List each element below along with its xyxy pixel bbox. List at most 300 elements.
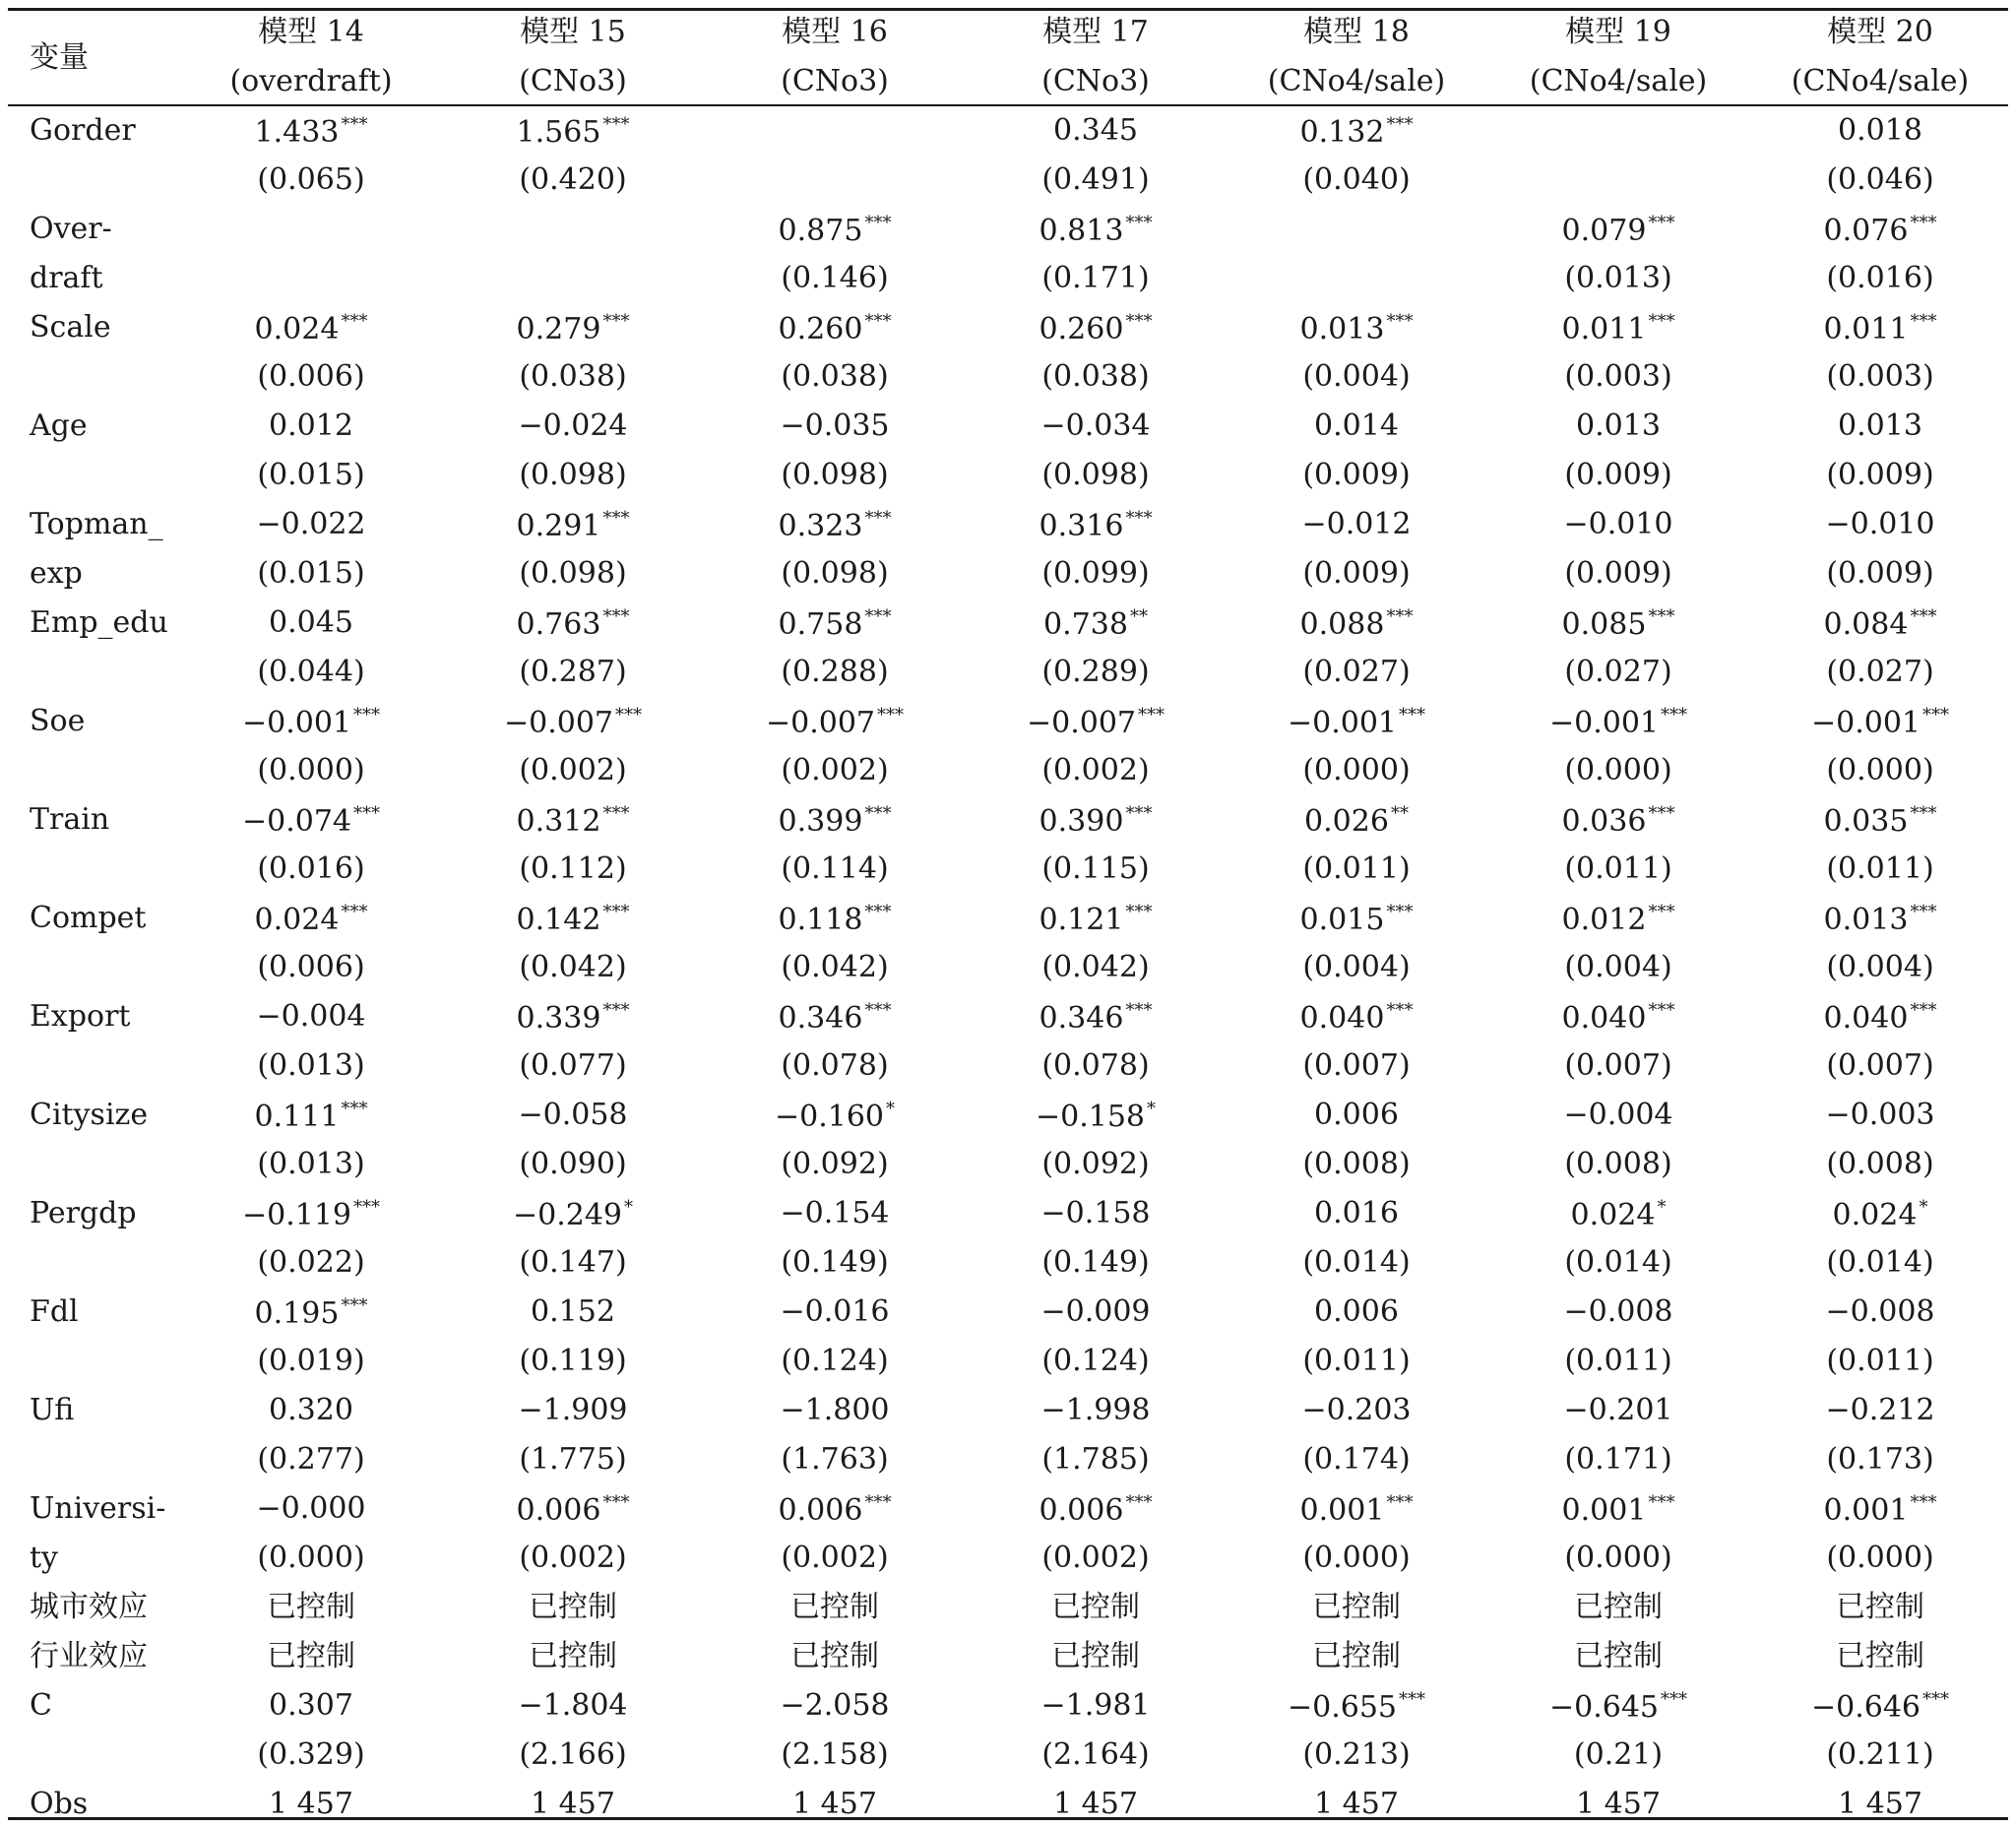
se-cell: (0.009): [1826, 556, 1934, 591]
coef-value: 0.045: [269, 605, 353, 640]
row-label: ty: [30, 1541, 59, 1575]
coef-value: −0.074: [241, 804, 352, 839]
coef-value: 0.026: [1304, 804, 1389, 839]
coef-value: 0.084: [1823, 607, 1909, 642]
se-cell: (0.015): [257, 458, 365, 492]
se-cell: (0.013): [257, 1048, 365, 1083]
coef-value: 0.312: [516, 804, 601, 839]
se-cell: (0.014): [1826, 1245, 1934, 1280]
coef-value: 0.111: [254, 1100, 340, 1134]
coef-cell: [1300, 608, 1414, 640]
coef-cell: [1040, 1294, 1151, 1329]
significance-stars: ***: [1386, 114, 1414, 135]
se-cell: (0.098): [781, 556, 889, 591]
significance-stars: ***: [1661, 705, 1688, 725]
row-label: Soe: [30, 704, 86, 738]
coef-cell: [1833, 1199, 1928, 1230]
coef-cell: [256, 507, 366, 541]
coef-value: 0.001: [1561, 1493, 1647, 1528]
se-cell: (0.008): [1826, 1147, 1934, 1181]
coef-value: 0.006: [1039, 1493, 1124, 1528]
control-cell: 已控制: [1836, 1639, 1924, 1673]
coef-cell: [256, 1491, 366, 1526]
coef-value: 0.013: [1823, 903, 1909, 937]
significance-stars: ***: [341, 1099, 368, 1119]
se-cell: (0.013): [257, 1147, 365, 1181]
se-cell: (0.491): [1041, 162, 1150, 197]
corner-label: 变量: [30, 40, 89, 75]
coef-value: −0.158: [1040, 1196, 1151, 1230]
column-dep-16: (CNo3): [781, 64, 889, 98]
significance-stars: ***: [602, 311, 630, 332]
coef-value: −0.003: [1825, 1098, 1935, 1132]
header-rule: [8, 104, 2008, 106]
column-model-20: 模型 20: [1827, 15, 1933, 49]
coef-value: −0.001: [1287, 706, 1398, 740]
control-cell: 已控制: [267, 1639, 355, 1673]
se-cell: (0.004): [1564, 950, 1672, 984]
significance-stars: ***: [341, 114, 368, 135]
se-cell: (0.022): [257, 1245, 365, 1280]
coef-cell: [1027, 707, 1165, 738]
coef-value: −0.160: [774, 1100, 885, 1134]
significance-stars: ***: [864, 1492, 892, 1513]
coef-value: 0.016: [1314, 1196, 1399, 1230]
constant-se: (0.211): [1826, 1737, 1934, 1772]
coef-cell: [504, 707, 642, 738]
coef-cell: [269, 605, 353, 640]
significance-stars: ***: [864, 508, 892, 529]
coef-cell: [1040, 805, 1153, 837]
coef-cell: [1562, 904, 1675, 935]
coef-value: −0.007: [765, 706, 876, 740]
coef-value: −0.022: [256, 507, 366, 541]
se-cell: (0.000): [1564, 753, 1672, 788]
significance-stars: ***: [602, 1000, 630, 1021]
significance-stars: ***: [1125, 311, 1153, 332]
control-cell: 已控制: [1836, 1590, 1924, 1624]
se-cell: (0.078): [781, 1048, 889, 1083]
significance-stars: *: [1919, 1197, 1928, 1218]
coef-cell: [518, 411, 627, 441]
se-cell: (0.027): [1302, 655, 1411, 689]
coef-value: 0.320: [269, 1393, 353, 1427]
se-cell: (1.763): [781, 1442, 889, 1477]
column-model-14: 模型 14: [258, 15, 364, 49]
obs-cell: 1 457: [531, 1787, 615, 1821]
significance-stars: ***: [1648, 1492, 1675, 1513]
se-cell: (0.090): [519, 1147, 627, 1181]
control-cell: 已控制: [529, 1639, 617, 1673]
control-cell: 已控制: [1574, 1590, 1663, 1624]
se-cell: (0.149): [1041, 1245, 1150, 1280]
coef-cell: [517, 1494, 630, 1526]
se-cell: (0.003): [1826, 359, 1934, 394]
obs-cell: 1 457: [1576, 1787, 1661, 1821]
coef-cell: [779, 608, 892, 640]
se-cell: (0.002): [1041, 753, 1150, 788]
se-cell: (0.016): [257, 851, 365, 886]
coef-cell: [269, 411, 353, 441]
coef-cell: [1563, 1098, 1673, 1132]
column-model-17: 模型 17: [1042, 15, 1149, 49]
se-cell: (0.149): [781, 1245, 889, 1280]
coef-cell: [779, 215, 892, 246]
coef-value: −2.058: [780, 1688, 890, 1723]
significance-stars: ***: [1125, 803, 1153, 824]
se-cell: (0.124): [1041, 1344, 1150, 1378]
coef-value: 0.036: [1561, 804, 1647, 839]
coef-cell: [1300, 904, 1414, 935]
coef-value: 0.088: [1299, 607, 1385, 642]
significance-stars: ***: [1910, 902, 1937, 922]
coef-value: −0.655: [1287, 1690, 1398, 1725]
column-dep-20: (CNo4/sale): [1791, 64, 1970, 98]
se-cell: (0.008): [1302, 1147, 1411, 1181]
coef-cell: [1043, 608, 1148, 640]
significance-stars: ***: [1648, 606, 1675, 627]
se-cell: (0.002): [519, 753, 627, 788]
coef-value: −0.009: [1040, 1294, 1151, 1329]
significance-stars: ***: [1922, 705, 1950, 725]
se-cell: (0.042): [781, 950, 889, 984]
coef-value: 0.024: [1832, 1198, 1918, 1232]
significance-stars: ***: [1910, 606, 1937, 627]
se-cell: (0.019): [257, 1344, 365, 1378]
significance-stars: ***: [1386, 1492, 1414, 1513]
significance-stars: ***: [1125, 1492, 1153, 1513]
coef-cell: [1571, 1199, 1667, 1230]
constant-coef: [269, 1688, 353, 1723]
coef-value: 1.433: [254, 115, 340, 150]
coef-value: −0.035: [780, 409, 890, 443]
se-cell: (1.785): [1041, 1442, 1150, 1477]
coef-cell: [780, 1393, 890, 1427]
top-rule: [8, 8, 2008, 11]
se-cell: (0.014): [1302, 1245, 1411, 1280]
coef-cell: [1838, 113, 1922, 148]
coef-value: 0.012: [1561, 903, 1647, 937]
coef-cell: [1040, 904, 1153, 935]
significance-stars: ***: [341, 1295, 368, 1316]
coef-value: 0.024: [1570, 1198, 1656, 1232]
coef-cell: [780, 411, 889, 441]
significance-stars: ***: [864, 213, 892, 233]
se-cell: (0.040): [1302, 162, 1411, 197]
significance-stars: ***: [602, 508, 630, 529]
se-cell: (0.038): [781, 359, 889, 394]
se-cell: (0.000): [1826, 753, 1934, 788]
column-dep-15: (CNo3): [519, 64, 627, 98]
coef-value: −0.008: [1563, 1294, 1673, 1329]
se-cell: (0.016): [1826, 261, 1934, 295]
coef-cell: [531, 1294, 615, 1329]
se-cell: (0.115): [1041, 851, 1150, 886]
se-cell: (0.277): [257, 1442, 365, 1477]
coef-value: 0.013: [1838, 409, 1922, 443]
coef-value: −0.010: [1563, 507, 1673, 541]
row-label: Emp_edu: [30, 605, 168, 640]
row-label: Over-: [30, 212, 112, 246]
coef-value: 0.006: [1314, 1294, 1399, 1329]
coef-cell: [1562, 1002, 1675, 1034]
se-cell: (0.013): [1564, 261, 1672, 295]
coef-value: 0.118: [778, 903, 863, 937]
constant-se: (0.213): [1302, 1737, 1411, 1772]
significance-stars: ***: [1910, 803, 1937, 824]
coef-value: −0.004: [1563, 1098, 1673, 1132]
column-dep-17: (CNo3): [1041, 64, 1150, 98]
se-cell: (0.098): [1041, 458, 1150, 492]
column-model-16: 模型 16: [782, 15, 888, 49]
control-cell: 已控制: [1051, 1639, 1140, 1673]
row-label: Scale: [30, 310, 111, 345]
significance-stars: ***: [602, 114, 630, 135]
significance-stars: ***: [602, 902, 630, 922]
coef-value: 0.260: [778, 312, 863, 346]
coef-cell: [1549, 707, 1687, 738]
coef-value: −0.058: [518, 1098, 628, 1132]
coef-cell: [1300, 313, 1414, 345]
se-cell: (0.114): [781, 851, 889, 886]
se-cell: (0.014): [1564, 1245, 1672, 1280]
se-cell: (0.099): [1041, 556, 1150, 591]
coef-cell: [1811, 707, 1949, 738]
coef-value: 0.040: [1299, 1001, 1385, 1036]
coef-value: −0.024: [518, 409, 628, 443]
row-label: Fdl: [30, 1294, 79, 1329]
obs-cell: 1 457: [269, 1787, 353, 1821]
coef-cell: [1824, 215, 1937, 246]
se-cell: (0.009): [1826, 458, 1934, 492]
coef-value: −0.249: [512, 1198, 623, 1232]
coef-cell: [775, 1101, 895, 1132]
significance-stars: ***: [1910, 213, 1937, 233]
coef-value: 0.079: [1561, 214, 1647, 248]
significance-stars: *: [624, 1197, 634, 1218]
se-cell: (0.000): [1302, 753, 1411, 788]
coef-cell: [1314, 411, 1399, 441]
control-cell: 已控制: [1574, 1639, 1663, 1673]
se-cell: (0.046): [1826, 162, 1934, 197]
coef-value: −0.001: [241, 706, 352, 740]
coef-value: 0.001: [1823, 1493, 1909, 1528]
coef-value: −0.007: [1026, 706, 1137, 740]
coef-value: −0.119: [241, 1198, 352, 1232]
significance-stars: ***: [864, 311, 892, 332]
coef-value: 0.035: [1823, 804, 1909, 839]
coef-value: 0.024: [254, 903, 340, 937]
significance-stars: ***: [1910, 311, 1937, 332]
coef-cell: [1562, 313, 1675, 345]
constant-se: (0.21): [1573, 1737, 1664, 1772]
significance-stars: ***: [353, 803, 381, 824]
column-model-19: 模型 19: [1565, 15, 1671, 49]
coef-value: −0.646: [1810, 1690, 1922, 1725]
coef-value: −0.001: [1548, 706, 1660, 740]
coef-cell: [779, 1494, 892, 1526]
significance-stars: ***: [1386, 606, 1414, 627]
coef-cell: [779, 805, 892, 837]
obs-cell: 1 457: [1838, 1787, 1922, 1821]
coef-cell: [255, 904, 368, 935]
se-cell: (1.775): [519, 1442, 627, 1477]
significance-stars: ***: [1661, 1689, 1688, 1710]
coef-cell: [1040, 215, 1153, 246]
coef-value: 0.291: [516, 509, 601, 543]
significance-stars: ***: [864, 1000, 892, 1021]
se-cell: (0.174): [1302, 1442, 1411, 1477]
row-label: Citysize: [30, 1098, 149, 1132]
se-cell: (0.038): [519, 359, 627, 394]
coef-cell: [1300, 116, 1414, 148]
coef-cell: [1300, 1494, 1414, 1526]
coef-value: −0.201: [1563, 1393, 1673, 1427]
control-label: 城市效应: [30, 1590, 148, 1624]
row-label: Export: [30, 999, 131, 1034]
significance-stars: ***: [602, 803, 630, 824]
se-cell: (0.289): [1041, 655, 1150, 689]
coef-cell: [779, 904, 892, 935]
coef-cell: [1040, 313, 1153, 345]
coef-cell: [1562, 1494, 1675, 1526]
coef-cell: [1825, 1393, 1935, 1427]
coef-cell: [1040, 411, 1150, 441]
coef-cell: [517, 1002, 630, 1034]
se-cell: (0.011): [1564, 851, 1672, 886]
se-cell: (0.420): [519, 162, 627, 197]
coef-cell: [517, 116, 630, 148]
se-cell: (0.065): [257, 162, 365, 197]
se-cell: (0.007): [1564, 1048, 1672, 1083]
significance-stars: **: [1129, 606, 1148, 627]
coef-cell: [1576, 411, 1661, 441]
coef-cell: [1824, 313, 1937, 345]
coef-value: 0.346: [1039, 1001, 1124, 1036]
coef-cell: [1562, 805, 1675, 837]
obs-label: Obs: [30, 1787, 89, 1821]
coef-cell: [517, 313, 630, 345]
constant-label: C: [30, 1688, 52, 1723]
coef-cell: [1562, 608, 1675, 640]
se-cell: (0.000): [257, 753, 365, 788]
coef-value: 0.307: [269, 1688, 353, 1723]
coef-value: −1.981: [1040, 1688, 1151, 1723]
se-cell: (0.007): [1826, 1048, 1934, 1083]
significance-stars: ***: [864, 803, 892, 824]
coef-value: −0.010: [1825, 507, 1935, 541]
row-label: Universi-: [30, 1491, 166, 1526]
coef-value: 0.323: [778, 509, 863, 543]
coef-value: 0.339: [516, 1001, 601, 1036]
se-cell: (0.002): [1041, 1541, 1150, 1575]
coef-cell: [517, 805, 630, 837]
coef-cell: [1824, 805, 1937, 837]
significance-stars: ***: [1648, 1000, 1675, 1021]
coef-cell: [1301, 1393, 1412, 1427]
coef-value: −0.203: [1301, 1393, 1412, 1427]
se-cell: (0.146): [781, 261, 889, 295]
coef-cell: [517, 904, 630, 935]
se-cell: (0.092): [781, 1147, 889, 1181]
se-cell: (0.044): [257, 655, 365, 689]
coef-value: 0.013: [1576, 409, 1661, 443]
coef-cell: [766, 707, 904, 738]
significance-stars: ***: [1910, 1000, 1937, 1021]
significance-stars: ***: [602, 1492, 630, 1513]
significance-stars: **: [1390, 803, 1409, 824]
se-cell: (0.002): [781, 1541, 889, 1575]
control-cell: 已控制: [529, 1590, 617, 1624]
coef-value: −0.008: [1825, 1294, 1935, 1329]
column-model-15: 模型 15: [520, 15, 626, 49]
coef-value: 0.195: [254, 1296, 340, 1331]
se-cell: (0.000): [1302, 1541, 1411, 1575]
se-cell: (0.011): [1302, 1344, 1411, 1378]
se-cell: (0.006): [257, 359, 365, 394]
control-cell: 已控制: [1312, 1639, 1401, 1673]
se-cell: (0.004): [1302, 950, 1411, 984]
coef-value: 0.758: [778, 607, 863, 642]
se-cell: (0.002): [519, 1541, 627, 1575]
significance-stars: ***: [615, 705, 643, 725]
coef-cell: [779, 510, 892, 541]
se-cell: (0.002): [781, 753, 889, 788]
coef-cell: [1824, 904, 1937, 935]
coef-cell: [1300, 1002, 1414, 1034]
coef-cell: [1563, 1393, 1673, 1427]
control-label: 行业效应: [30, 1639, 148, 1673]
significance-stars: ***: [877, 705, 905, 725]
se-cell: (0.124): [781, 1344, 889, 1378]
significance-stars: ***: [1648, 803, 1675, 824]
coef-value: 0.345: [1053, 113, 1138, 148]
se-cell: (0.009): [1564, 458, 1672, 492]
control-cell: 已控制: [1051, 1590, 1140, 1624]
se-cell: (0.011): [1826, 851, 1934, 886]
coef-value: 0.152: [531, 1294, 615, 1329]
coef-value: 0.813: [1039, 214, 1124, 248]
se-cell: (0.004): [1302, 359, 1411, 394]
coef-cell: [1301, 507, 1412, 541]
coef-value: −0.212: [1825, 1393, 1935, 1427]
row-label: Age: [30, 409, 88, 443]
constant-coef: [1288, 1691, 1425, 1723]
coef-cell: [1824, 1494, 1937, 1526]
se-cell: (0.171): [1041, 261, 1150, 295]
coef-cell: [269, 1393, 353, 1427]
control-cell: 已控制: [267, 1590, 355, 1624]
coef-value: −0.000: [256, 1491, 366, 1526]
coef-value: −0.034: [1040, 409, 1151, 443]
coef-value: 0.011: [1561, 312, 1647, 346]
significance-stars: ***: [1399, 705, 1426, 725]
row-label: Pergdp: [30, 1196, 137, 1230]
se-cell: (0.098): [519, 458, 627, 492]
coef-cell: [518, 1393, 628, 1427]
significance-stars: ***: [1386, 1000, 1414, 1021]
coef-value: 0.875: [778, 214, 863, 248]
coef-cell: [1036, 1101, 1156, 1132]
coef-value: 0.006: [778, 1493, 863, 1528]
coef-cell: [255, 313, 368, 345]
se-cell: (0.042): [519, 950, 627, 984]
constant-se: (2.164): [1041, 1737, 1150, 1772]
coef-value: 0.018: [1838, 113, 1922, 148]
significance-stars: ***: [1138, 705, 1166, 725]
control-cell: 已控制: [1312, 1590, 1401, 1624]
coef-value: −0.012: [1301, 507, 1412, 541]
